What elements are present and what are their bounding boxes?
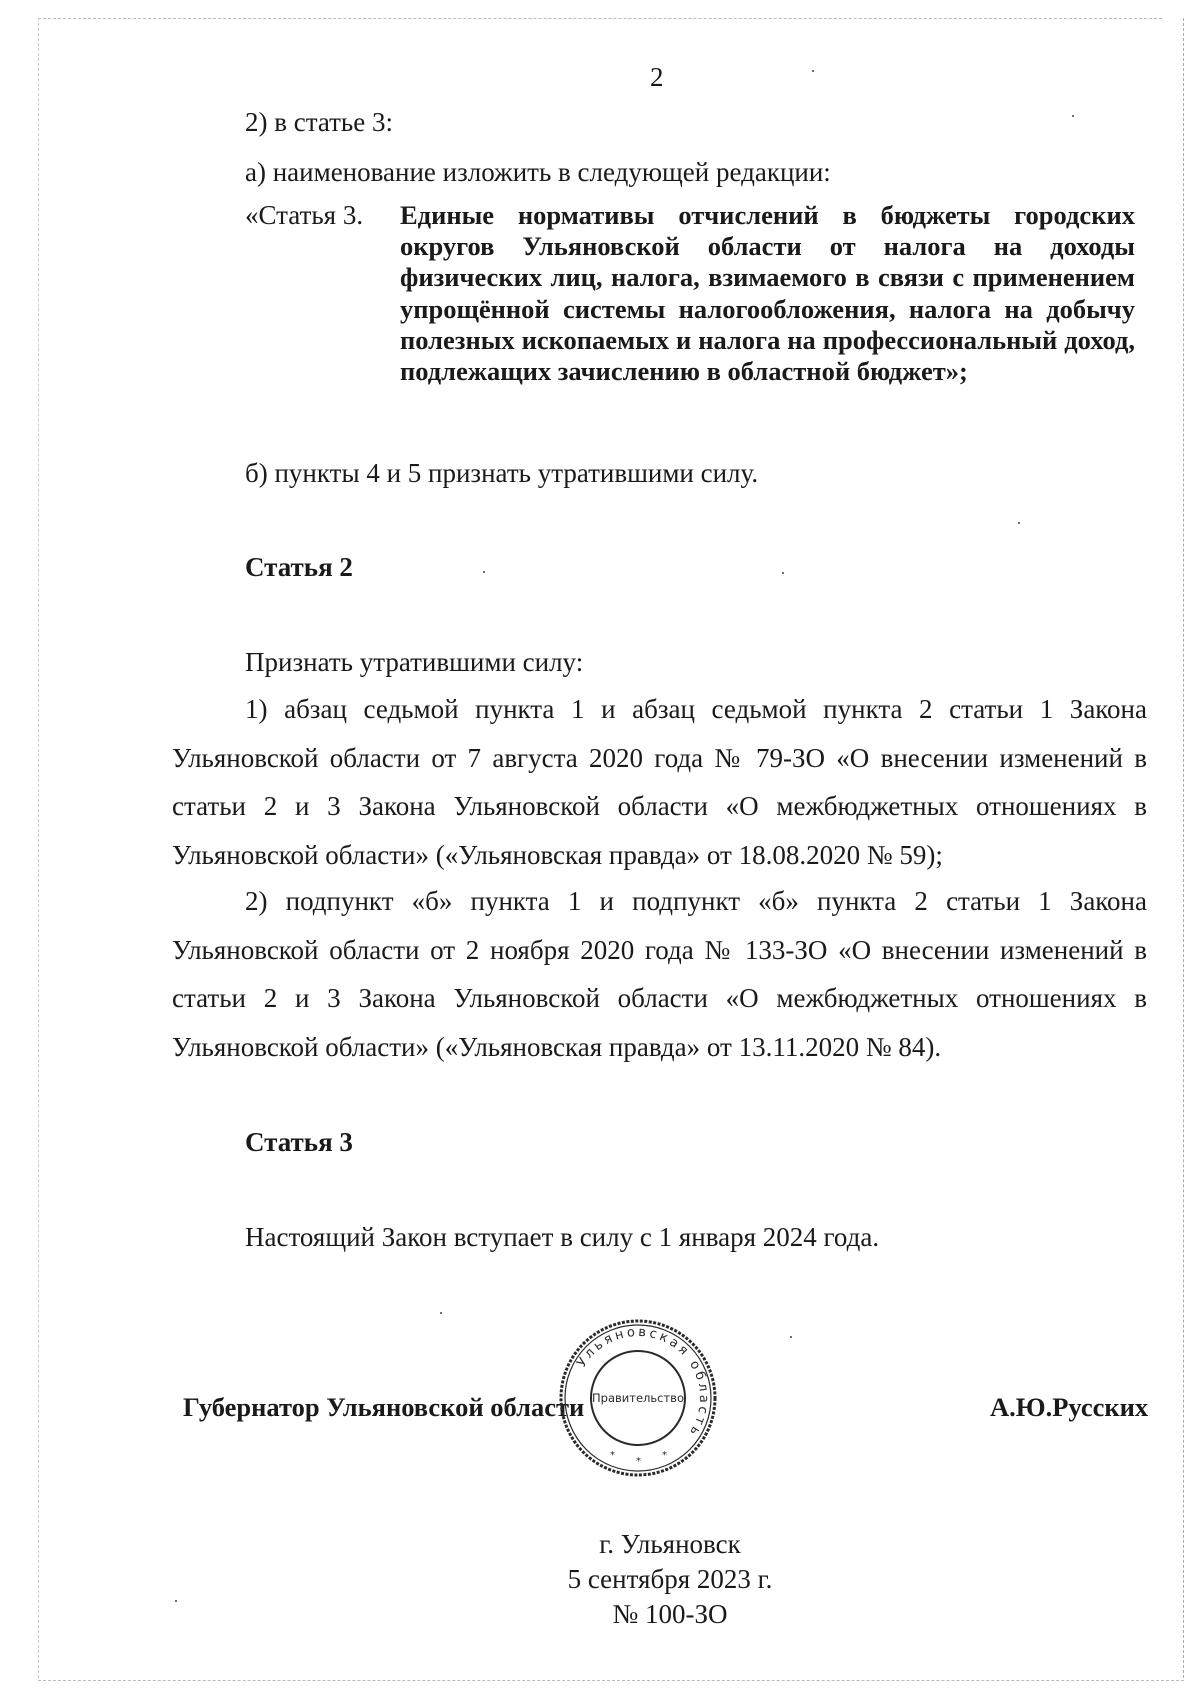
footer-date: 5 сентября 2023 г. (567, 1564, 773, 1594)
footer-law-number: № 100-ЗО (612, 1599, 728, 1629)
amendment-item-2: 2) в статье 3: (245, 107, 393, 137)
page-number: 2 (650, 62, 664, 92)
scan-border-left (38, 18, 39, 1678)
article-2-heading: Статья 2 (245, 552, 353, 582)
scan-border-bottom (38, 1680, 1184, 1681)
article-3-heading: Статья 3 (245, 1127, 353, 1157)
signatory-title: Губернатор Ульяновской области (183, 1392, 585, 1422)
amendment-item-b: б) пункты 4 и 5 признать утратившими силу. (245, 458, 759, 488)
quoted-article-label: «Статья 3. (245, 200, 364, 230)
footer-city: г. Ульяновск (599, 1529, 741, 1559)
scan-speck (440, 1312, 442, 1314)
scan-speck (1072, 115, 1074, 117)
article-2-item-2: 2) подпункт «б» пункта 1 и подпункт «б» пункта 2 статьи 1 Закона Ульяновской области от 2 ноября 2020 года № 133-ЗО «О внесении изменений в статьи 2 и 3 Закона Ульяновской области «О межбюджетных отношениях в Ульяновской области» («Ульяновская правда» от 13.11.2020 № 84). (172, 886, 1147, 1062)
seal-center-text: Правительство (592, 1391, 684, 1405)
scan-speck (782, 572, 784, 574)
svg-text:*: * (662, 1450, 667, 1461)
article-3-text: Настоящий Закон вступает в силу с 1 января 2024 года. (245, 1222, 880, 1252)
seal-ring-text: Ульяновская область (574, 1324, 712, 1441)
scan-speck (1018, 522, 1020, 524)
scan-speck (483, 571, 485, 573)
official-seal (558, 1318, 718, 1478)
signatory-name: А.Ю.Русских (990, 1392, 1149, 1422)
scan-speck (812, 70, 814, 72)
article-2-intro: Признать утратившими силу: (245, 647, 584, 677)
quoted-article-title: Единые нормативы отчислений в бюджеты городских округов Ульяновской области от налога на доходы физических лиц, налога, взимаемого в связи с применением упрощённой системы налогообложения, налога на добычу полезных ископаемых и налога на профессиональный доход, подлежащих зачислению в областной бюджет»; (400, 200, 1135, 387)
scan-border-right (1183, 18, 1184, 1678)
amendment-item-a: а) наименование изложить в следующей редакции: (245, 157, 831, 187)
scan-speck (175, 1600, 177, 1602)
svg-text:*: * (610, 1450, 615, 1461)
scan-border-top (38, 18, 1162, 19)
svg-text:*: * (636, 1456, 641, 1467)
scan-speck (790, 1336, 792, 1338)
article-2-item-1: 1) абзац седьмой пункта 1 и абзац седьмой пункта 2 статьи 1 Закона Ульяновской области от 7 августа 2020 года № 79-ЗО «О внесении изменений в статьи 2 и 3 Закона Ульяновской области «О межбюджетных отношениях в Ульяновской области» («Ульяновская правда» от 18.08.2020 № 59); (172, 694, 1147, 870)
